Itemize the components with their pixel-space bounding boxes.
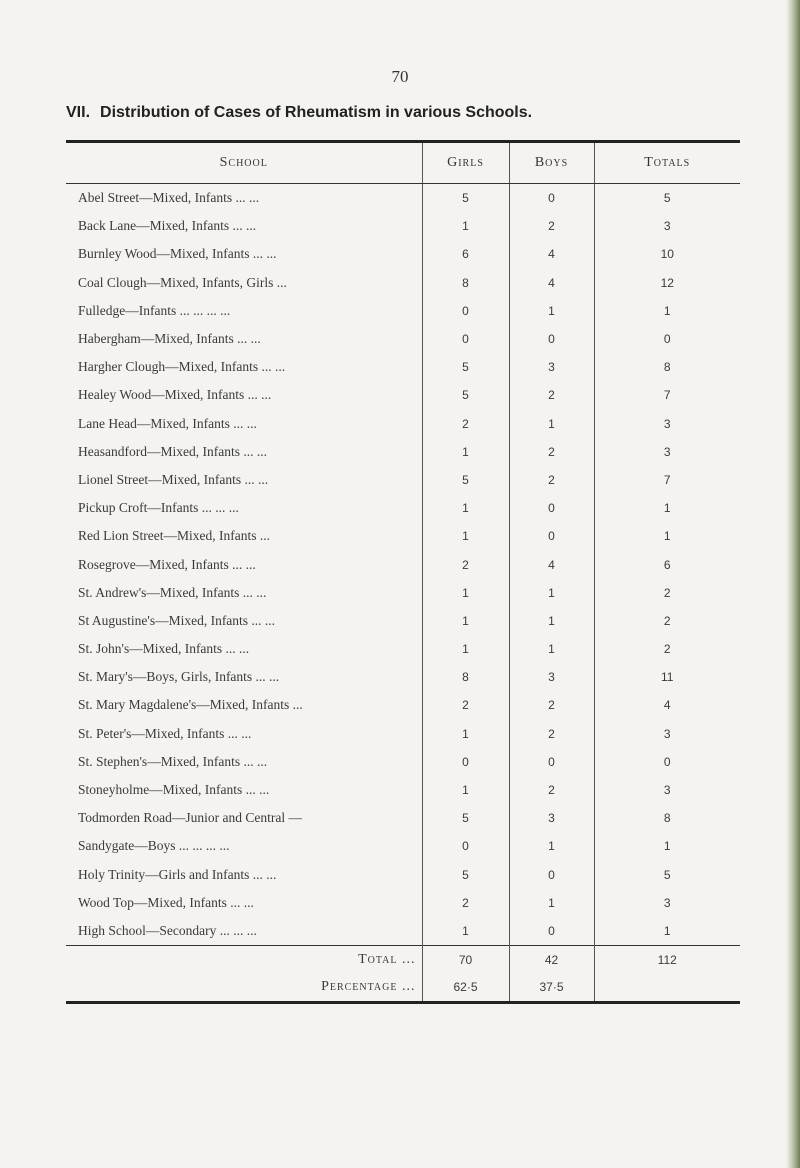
girls-count: 0 [422, 832, 509, 860]
school-name: St. John's—Mixed, Infants ... ... [78, 641, 250, 657]
totals-count: 7 [594, 381, 740, 409]
girls-count: 1 [422, 212, 509, 240]
boys-count: 3 [509, 804, 594, 832]
table-header-row [66, 142, 740, 184]
totals-count: 6 [594, 550, 740, 578]
totals-count: 5 [594, 861, 740, 889]
totals-count: 0 [594, 325, 740, 353]
school-name: Pickup Croft—Infants ... ... ... [78, 500, 239, 516]
girls-count: 5 [422, 466, 509, 494]
totals-count: 3 [594, 720, 740, 748]
boys-count: 3 [509, 353, 594, 381]
table-heading [66, 104, 532, 122]
school-name: Abel Street—Mixed, Infants ... ... [78, 190, 260, 206]
girls-count: 1 [422, 635, 509, 663]
totals-count: 1 [594, 494, 740, 522]
girls-count: 5 [422, 861, 509, 889]
girls-count: 1 [422, 917, 509, 946]
boys-count: 1 [509, 579, 594, 607]
boys-count: 4 [509, 240, 594, 268]
school-name: St. Stephen's—Mixed, Infants ... ... [78, 753, 268, 769]
totals-count: 11 [594, 663, 740, 691]
totals-count: 3 [594, 212, 740, 240]
girls-count: 8 [422, 269, 509, 297]
table-row [66, 832, 740, 860]
boys-count: 1 [509, 889, 594, 917]
page-number: 70 [391, 67, 409, 86]
boys-count: 2 [509, 381, 594, 409]
table-row [66, 635, 740, 663]
table-row [66, 522, 740, 550]
table-row [66, 663, 740, 691]
school-name: Rosegrove—Mixed, Infants ... ... [78, 556, 256, 572]
table-row [66, 804, 740, 832]
girls-count: 1 [422, 494, 509, 522]
girls-count: 1 [422, 522, 509, 550]
boys-count: 1 [509, 607, 594, 635]
totals-count: 3 [594, 438, 740, 466]
totals-count: 12 [594, 269, 740, 297]
percentage-row [66, 973, 740, 1003]
girls-count: 1 [422, 720, 509, 748]
table-row [66, 720, 740, 748]
totals-count: 2 [594, 635, 740, 663]
girls-count: 5 [422, 381, 509, 409]
boys-count: 2 [509, 776, 594, 804]
rheumatism-table [66, 140, 740, 1004]
boys-count: 0 [509, 325, 594, 353]
school-name: Coal Clough—Mixed, Infants, Girls ... [78, 274, 287, 290]
totals-count: 1 [594, 832, 740, 860]
school-name: Stoneyholme—Mixed, Infants ... ... [78, 782, 270, 798]
girls-count: 1 [422, 579, 509, 607]
totals-count: 0 [594, 748, 740, 776]
boys-count: 4 [509, 269, 594, 297]
boys-count: 2 [509, 691, 594, 719]
boys-count: 2 [509, 438, 594, 466]
girls-count: 5 [422, 353, 509, 381]
boys-count: 1 [509, 635, 594, 663]
percentage-boys: 37·5 [509, 973, 594, 1003]
percentage-totals [594, 973, 740, 1003]
total-boys: 42 [509, 946, 594, 974]
school-name: Lionel Street—Mixed, Infants ... ... [78, 471, 269, 487]
table-row [66, 438, 740, 466]
totals-count: 3 [594, 776, 740, 804]
table-row [66, 917, 740, 946]
table-row [66, 691, 740, 719]
totals-count: 1 [594, 297, 740, 325]
table-row [66, 381, 740, 409]
school-name: Todmorden Road—Junior and Central — [78, 810, 303, 826]
school-name: Hargher Clough—Mixed, Infants ... ... [78, 359, 286, 375]
girls-count: 2 [422, 410, 509, 438]
percentage-label: Percentage ... [321, 979, 416, 995]
school-name: St. Peter's—Mixed, Infants ... ... [78, 725, 252, 741]
school-name: Healey Wood—Mixed, Infants ... ... [78, 387, 272, 403]
table-row [66, 776, 740, 804]
girls-count: 1 [422, 438, 509, 466]
girls-count: 6 [422, 240, 509, 268]
boys-count: 2 [509, 212, 594, 240]
school-name: Wood Top—Mixed, Infants ... ... [78, 894, 254, 910]
total-girls: 70 [422, 946, 509, 974]
table-row [66, 466, 740, 494]
boys-count: 1 [509, 832, 594, 860]
totals-count: 8 [594, 804, 740, 832]
table-row [66, 748, 740, 776]
total-row [66, 946, 740, 974]
heading-number: VII. [66, 104, 91, 121]
table-row [66, 353, 740, 381]
table-row [66, 861, 740, 889]
girls-count: 5 [422, 184, 509, 213]
table-row [66, 494, 740, 522]
total-label: Total ... [66, 946, 422, 974]
table-row [66, 269, 740, 297]
header-girls: Girls [422, 142, 509, 184]
table-row [66, 297, 740, 325]
school-name: St. Mary's—Boys, Girls, Infants ... ... [78, 669, 280, 685]
total-totals: 112 [594, 946, 740, 974]
school-name: Red Lion Street—Mixed, Infants ... [78, 528, 270, 544]
totals-count: 7 [594, 466, 740, 494]
boys-count: 2 [509, 720, 594, 748]
girls-count: 2 [422, 550, 509, 578]
table-row [66, 325, 740, 353]
boys-count: 4 [509, 550, 594, 578]
table-row [66, 240, 740, 268]
boys-count: 2 [509, 466, 594, 494]
school-name: St Augustine's—Mixed, Infants ... ... [78, 612, 276, 628]
table-row [66, 579, 740, 607]
table-row [66, 212, 740, 240]
girls-count: 1 [422, 607, 509, 635]
school-name: Habergham—Mixed, Infants ... ... [78, 331, 261, 347]
school-name: Back Lane—Mixed, Infants ... ... [78, 218, 257, 234]
boys-count: 3 [509, 663, 594, 691]
school-name: St. Mary Magdalene's—Mixed, Infants ... [78, 697, 303, 713]
totals-count: 4 [594, 691, 740, 719]
school-name: Sandygate—Boys ... ... ... ... [78, 838, 230, 854]
percentage-girls: 62·5 [422, 973, 509, 1003]
school-name: Burnley Wood—Mixed, Infants ... ... [78, 246, 277, 262]
heading-title: Distribution of Cases of Rheumatism in various Schools. [100, 104, 533, 121]
boys-count: 0 [509, 861, 594, 889]
girls-count: 0 [422, 748, 509, 776]
table-row [66, 550, 740, 578]
boys-count: 0 [509, 748, 594, 776]
school-name: Heasandford—Mixed, Infants ... ... [78, 443, 267, 459]
table-row [66, 410, 740, 438]
boys-count: 0 [509, 184, 594, 213]
school-name: Fulledge—Infants ... ... ... ... [78, 302, 231, 318]
totals-count: 2 [594, 607, 740, 635]
totals-count: 1 [594, 522, 740, 550]
page-edge [786, 0, 800, 1168]
girls-count: 0 [422, 297, 509, 325]
table-row [66, 607, 740, 635]
school-name: Lane Head—Mixed, Infants ... ... [78, 415, 257, 431]
boys-count: 1 [509, 410, 594, 438]
girls-count: 2 [422, 889, 509, 917]
table-row [66, 889, 740, 917]
girls-count: 5 [422, 804, 509, 832]
totals-count: 8 [594, 353, 740, 381]
boys-count: 1 [509, 297, 594, 325]
school-name: Holy Trinity—Girls and Infants ... ... [78, 866, 277, 882]
boys-count: 0 [509, 494, 594, 522]
table-body [66, 184, 740, 946]
totals-count: 10 [594, 240, 740, 268]
header-totals: Totals [594, 142, 740, 184]
totals-count: 1 [594, 917, 740, 946]
girls-count: 2 [422, 691, 509, 719]
school-name: St. Andrew's—Mixed, Infants ... ... [78, 584, 267, 600]
totals-count: 3 [594, 889, 740, 917]
totals-count: 5 [594, 184, 740, 213]
girls-count: 8 [422, 663, 509, 691]
girls-count: 0 [422, 325, 509, 353]
header-school: School [66, 142, 422, 184]
boys-count: 0 [509, 522, 594, 550]
girls-count: 1 [422, 776, 509, 804]
header-boys: Boys [509, 142, 594, 184]
school-name: High School—Secondary ... ... ... [78, 922, 257, 938]
boys-count: 0 [509, 917, 594, 946]
totals-count: 3 [594, 410, 740, 438]
table-row [66, 184, 740, 213]
totals-count: 2 [594, 579, 740, 607]
